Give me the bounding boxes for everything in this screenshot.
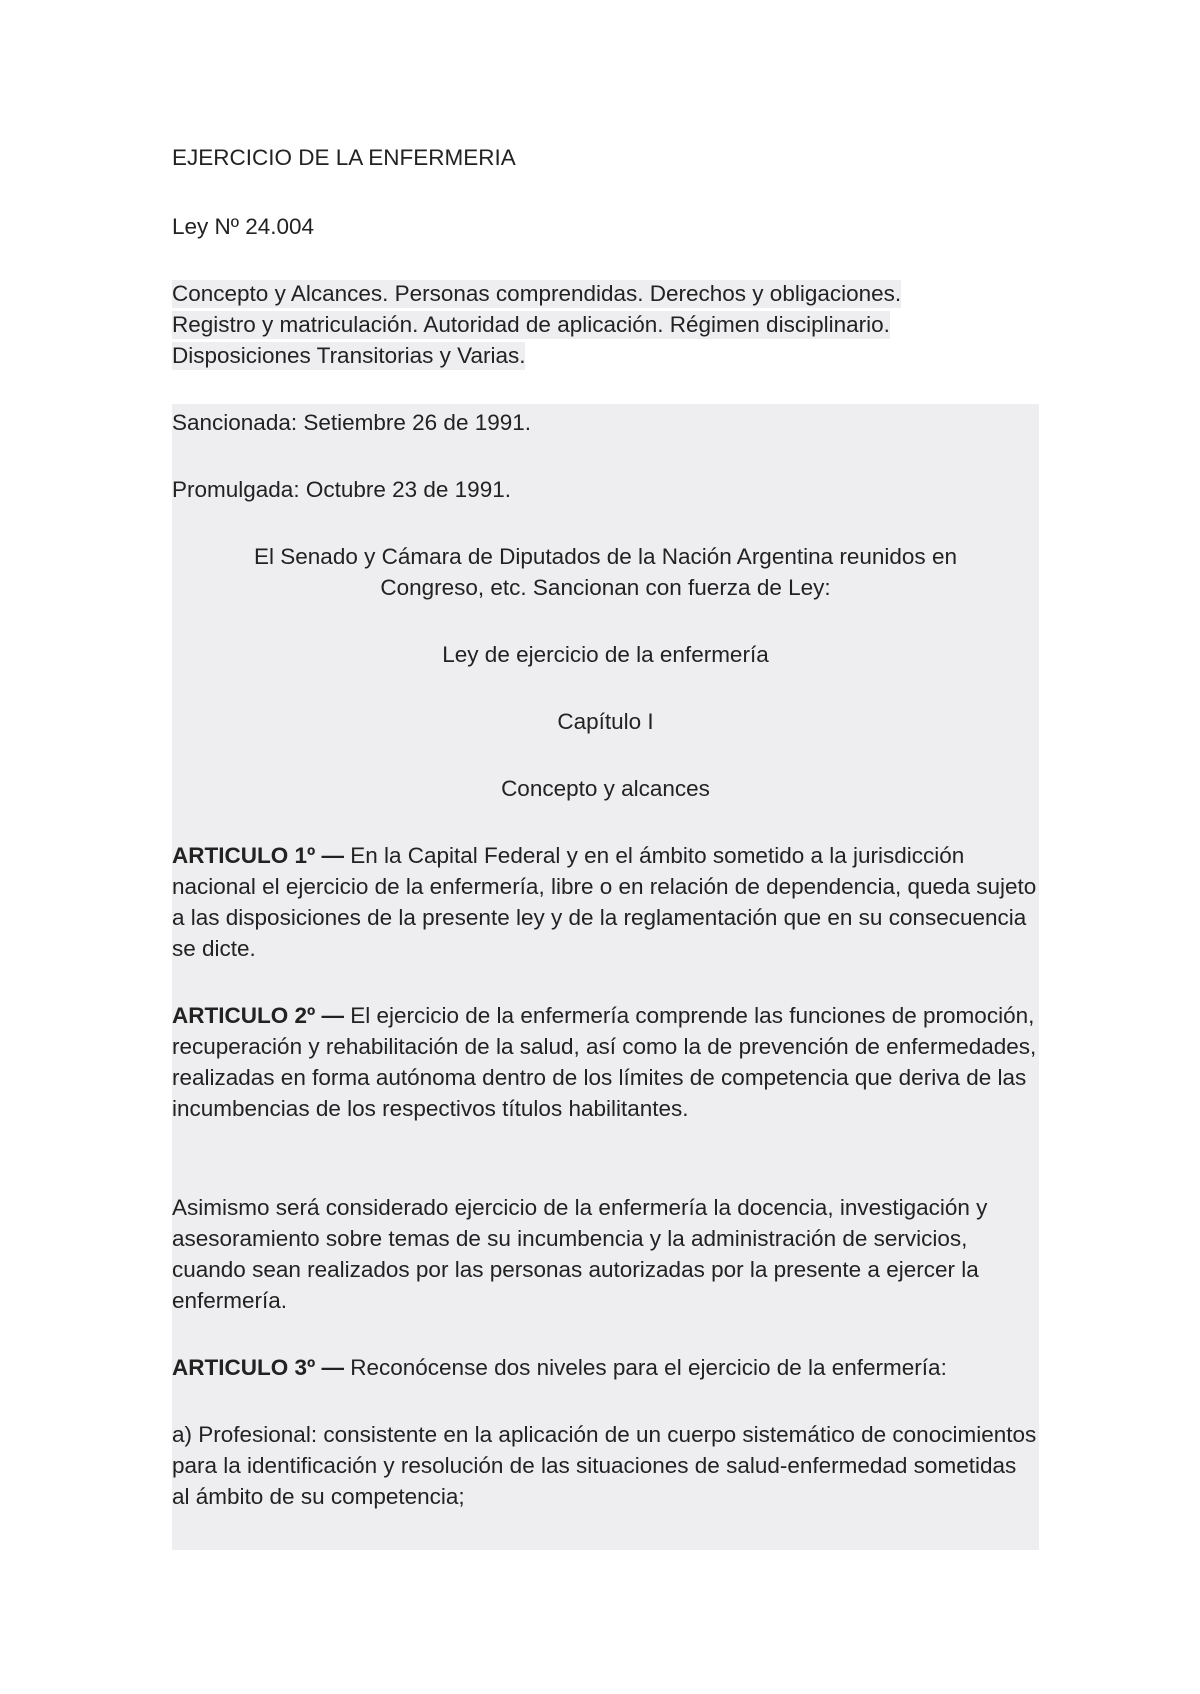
enactment-formula xyxy=(210,541,1001,603)
article-2-text: El ejercicio de la enfermería comprende las funciones de promoción, recuperación y rehabilitación de la salud, así como la de prevención de enfermedades, realizadas en forma autónoma dentro de los límites de competencia que deriva de las incumbencias de los respectivos títulos habilitantes. xyxy=(172,1003,1037,1121)
law-number xyxy=(172,211,314,242)
article-3-text: Reconócense dos niveles para el ejercicio de la enfermería: xyxy=(343,1355,947,1380)
article-2-second-paragraph-text: Asimismo será considerado ejercicio de la enfermería la docencia, investigación y asesoramiento sobre temas de su incumbencia y la administración de servicios, cuando sean realizados por las personas autorizadas por la presente a ejercer la enfermería. xyxy=(172,1195,988,1313)
law-number-text: Ley Nº 24.004 xyxy=(172,214,315,239)
article-1-text: En la Capital Federal y en el ámbito sometido a la jurisdicción nacional el ejercicio de la enfermería, libre o en relación de dependencia, queda sujeto a las disposiciones de la presente ley y de la reglamentación que en su consecuencia se dicte. xyxy=(172,843,1037,961)
article-3 xyxy=(172,1352,1039,1383)
summary-line-2-text: Registro y matriculación. Autoridad de aplicación. Régimen disciplinario. xyxy=(172,312,890,337)
promulgation-date-text: Promulgada: Octubre 23 de 1991. xyxy=(172,477,511,502)
promulgation-date xyxy=(172,474,1039,505)
article-2-paragraph xyxy=(172,1000,1039,1124)
article-3-label: ARTICULO 3º — xyxy=(172,1355,344,1380)
summary-line-1 xyxy=(172,278,901,309)
document-title xyxy=(172,142,516,173)
sanction-date-text: Sancionada: Setiembre 26 de 1991. xyxy=(172,410,532,435)
summary-line-3 xyxy=(172,340,525,371)
article-1-paragraph xyxy=(172,840,1039,964)
summary-line-1-text: Concepto y Alcances. Personas comprendidas. Derechos y obligaciones. xyxy=(172,281,902,306)
chapter-heading xyxy=(172,706,1039,737)
document-title-text: EJERCICIO DE LA ENFERMERIA xyxy=(172,145,516,170)
article-2 xyxy=(172,1000,1039,1124)
summary-line-3-text: Disposiciones Transitorias y Varias. xyxy=(172,343,526,368)
article-1 xyxy=(172,840,1039,964)
article-2-second-paragraph xyxy=(172,1192,1039,1316)
article-1-label: ARTICULO 1º — xyxy=(172,843,344,868)
law-name xyxy=(172,639,1039,670)
article-3-paragraph xyxy=(172,1352,1039,1383)
summary-line-2 xyxy=(172,309,890,340)
article-3-item-a xyxy=(172,1419,1039,1512)
article-3-item-a-text: a) Profesional: consistente en la aplicación de un cuerpo sistemático de conocimientos para la identificación y resolución de las situaciones de salud-enfermedad sometidas al ámbito de su competencia; xyxy=(172,1422,1037,1509)
law-name-text: Ley de ejercicio de la enfermería xyxy=(442,642,769,667)
enactment-formula-text: El Senado y Cámara de Diputados de la Nación Argentina reunidos en Congreso, etc. Sancionan con fuerza de Ley: xyxy=(254,544,957,600)
chapter-title xyxy=(172,773,1039,804)
article-2-label: ARTICULO 2º — xyxy=(172,1003,344,1028)
chapter-title-text: Concepto y alcances xyxy=(501,776,710,801)
sanction-date xyxy=(172,407,1039,438)
chapter-heading-text: Capítulo I xyxy=(557,709,654,734)
